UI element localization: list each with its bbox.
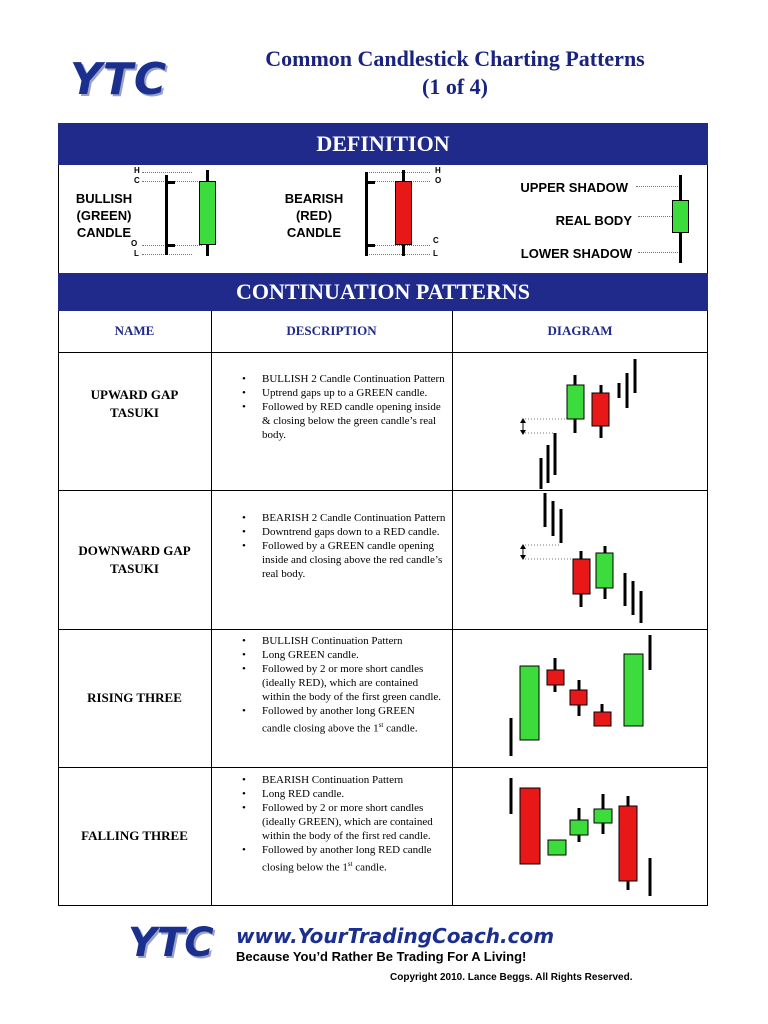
bearish-candle-label bbox=[272, 190, 356, 241]
bullish-high-marker: H bbox=[134, 166, 140, 175]
column-divider-1 bbox=[211, 311, 212, 906]
real-body-label: REAL BODY bbox=[555, 213, 632, 228]
bearish-close-marker: C bbox=[433, 236, 439, 245]
bullish-open-marker: O bbox=[131, 239, 138, 248]
small-green-candle-2 bbox=[570, 820, 588, 835]
red-candle-body bbox=[573, 559, 590, 594]
pattern-description-falling-three bbox=[240, 773, 446, 875]
bullish-label-line3: CANDLE bbox=[76, 225, 132, 240]
example-candle-body bbox=[672, 200, 689, 233]
footer-tagline: Because You’d Rather Be Trading For A Living! bbox=[236, 949, 527, 964]
pattern-name-line1: UPWARD GAP bbox=[90, 387, 179, 402]
bullet-item: • Followed by 2 or more short candles (ideally RED), which are contained within the body of the first green candle. bbox=[240, 662, 446, 704]
pattern-name-line1: FALLING THREE bbox=[81, 828, 188, 843]
bullet-item: • Downtrend gaps down to a RED candle. bbox=[240, 525, 446, 539]
bullish-label-line2: (GREEN) bbox=[76, 208, 132, 223]
bullet-item: • BEARISH 2 Candle Continuation Pattern bbox=[240, 511, 446, 525]
continuation-heading: CONTINUATION PATTERNS bbox=[58, 273, 708, 311]
bearish-low-marker: L bbox=[433, 249, 438, 258]
page-subtitle: (1 of 4) bbox=[422, 74, 488, 99]
upper-shadow-label: UPPER SHADOW bbox=[520, 180, 628, 195]
bullet-item: • BULLISH Continuation Pattern bbox=[240, 634, 446, 648]
pattern-description-downward-gap-tasuki bbox=[240, 511, 446, 581]
bearish-label-line2: (RED) bbox=[295, 208, 333, 223]
bullet-item: • Followed by another long RED candle closing below the 1st candle. bbox=[240, 843, 446, 875]
bearish-high-guide bbox=[365, 172, 430, 173]
diagram-rising-three bbox=[453, 630, 708, 767]
ytc-logo: YTC bbox=[70, 54, 168, 105]
pattern-name-falling-three bbox=[58, 827, 211, 845]
bullet-item: • Followed by 2 or more short candles (ideally GREEN), which are contained within the body of the first red candle. bbox=[240, 801, 446, 843]
bullet-item: • BEARISH Continuation Pattern bbox=[240, 773, 446, 787]
bullish-candle-body bbox=[199, 181, 216, 245]
pattern-name-upward-gap-tasuki bbox=[58, 386, 211, 422]
bullish-range-tick-top bbox=[165, 181, 175, 184]
first-long-green-candle bbox=[520, 666, 539, 740]
real-body-guide bbox=[638, 216, 674, 217]
column-header-diagram: DIAGRAM bbox=[547, 323, 613, 338]
small-green-candle-1 bbox=[548, 840, 566, 855]
column-header-description: DESCRIPTION bbox=[286, 323, 377, 338]
bearish-label-line1: BEARISH bbox=[284, 191, 344, 206]
pattern-description-rising-three bbox=[240, 634, 446, 736]
lower-shadow-guide bbox=[638, 252, 680, 253]
pattern-name-line2: TASUKI bbox=[110, 405, 159, 420]
first-long-red-candle bbox=[520, 788, 540, 864]
pattern-name-line1: DOWNWARD GAP bbox=[78, 543, 191, 558]
bullish-high-guide bbox=[142, 172, 192, 173]
bullet-item: • Followed by RED candle opening inside & closing below the green candle’s real body. bbox=[240, 400, 446, 442]
definition-heading: DEFINITION bbox=[58, 123, 708, 165]
bullish-range-bar bbox=[165, 175, 168, 255]
upper-shadow-guide bbox=[636, 186, 680, 187]
green-candle-body bbox=[567, 385, 584, 419]
diagram-upward-gap-tasuki bbox=[453, 353, 708, 490]
bullet-item: • Long RED candle. bbox=[240, 787, 446, 801]
diagram-downward-gap-tasuki bbox=[453, 491, 708, 629]
bullet-item: • Followed by another long GREEN candle closing above the 1st candle. bbox=[240, 704, 446, 736]
diagram-falling-three bbox=[453, 768, 708, 905]
bullet-item: • Followed by a GREEN candle opening inside and closing above the red candle’s real body. bbox=[240, 539, 446, 581]
bearish-low-guide bbox=[365, 254, 430, 255]
pattern-name-line1: RISING THREE bbox=[87, 690, 182, 705]
column-header-name: NAME bbox=[114, 323, 155, 338]
small-red-candle-2 bbox=[570, 690, 587, 705]
green-candle-body bbox=[596, 553, 613, 588]
page-title: Common Candlestick Charting Patterns bbox=[265, 46, 645, 71]
bullet-item: • Uptrend gaps up to a GREEN candle. bbox=[240, 386, 446, 400]
pattern-name-downward-gap-tasuki bbox=[58, 542, 211, 578]
lower-shadow-label: LOWER SHADOW bbox=[520, 246, 632, 261]
bearish-candle-body bbox=[395, 181, 412, 245]
pattern-name-line2: TASUKI bbox=[110, 561, 159, 576]
small-red-candle-1 bbox=[547, 670, 564, 685]
red-candle-body bbox=[592, 393, 609, 426]
small-red-candle-3 bbox=[594, 712, 611, 726]
bullish-range-tick-bottom bbox=[165, 244, 175, 247]
bearish-high-marker: H bbox=[435, 166, 441, 175]
small-green-candle-3 bbox=[594, 809, 612, 823]
pattern-name-rising-three bbox=[58, 689, 211, 707]
bearish-open-marker: O bbox=[435, 176, 442, 185]
bullish-label-line1: BULLISH bbox=[75, 191, 133, 206]
bullet-item: • BULLISH 2 Candle Continuation Pattern bbox=[240, 372, 446, 386]
bearish-range-tick-top bbox=[365, 181, 375, 184]
bullet-item: • Long GREEN candle. bbox=[240, 648, 446, 662]
bullish-close-marker: C bbox=[134, 176, 140, 185]
final-long-green-candle bbox=[624, 654, 643, 726]
final-long-red-candle bbox=[619, 806, 637, 881]
footer-copyright: Copyright 2010. Lance Beggs. All Rights Reserved. bbox=[390, 972, 633, 983]
footer-ytc-logo: YTC bbox=[128, 920, 214, 966]
pattern-description-upward-gap-tasuki bbox=[240, 372, 446, 442]
bullish-candle-label bbox=[64, 190, 144, 241]
bullish-low-marker: L bbox=[134, 249, 139, 258]
bearish-range-tick-bottom bbox=[365, 244, 375, 247]
footer-website-link[interactable]: www.YourTradingCoach.com bbox=[236, 924, 555, 948]
bearish-label-line3: CANDLE bbox=[286, 225, 342, 240]
